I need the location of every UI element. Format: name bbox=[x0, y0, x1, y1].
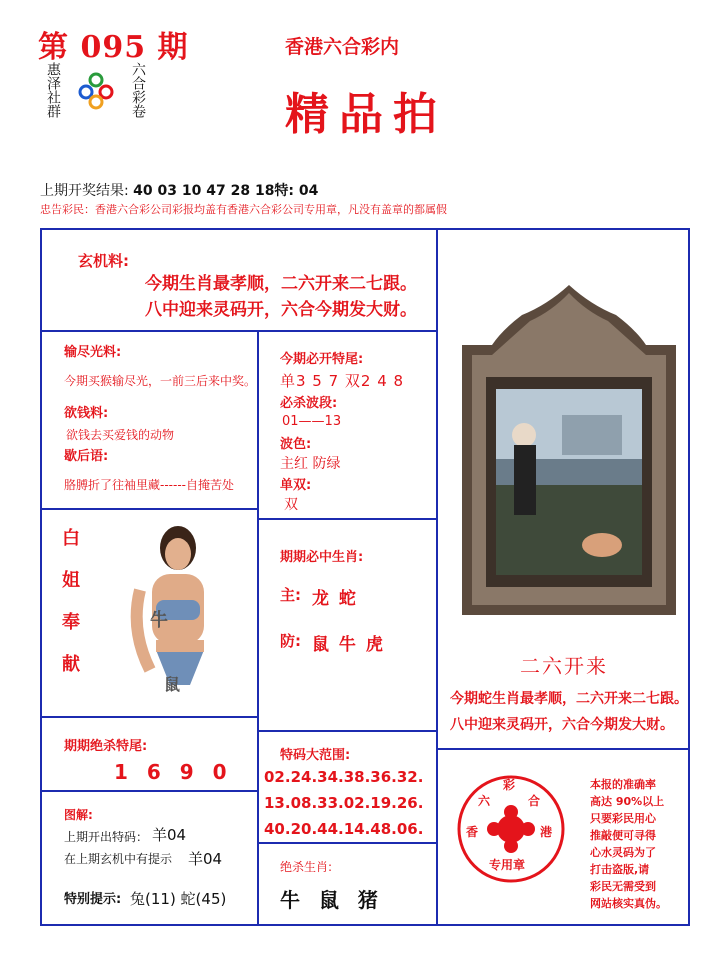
bizhong-main: 龙 蛇 bbox=[312, 589, 358, 609]
baijie-char-1: 白 bbox=[62, 528, 80, 549]
tujie-line1-label: 上期开出特码： bbox=[64, 830, 149, 844]
picture-line1: 今期蛇生肖最孝顺，二六开来二七跟。 bbox=[450, 691, 688, 707]
xuanji-label: 玄机料: bbox=[78, 252, 129, 270]
notice-line: 网站核实真伪。 bbox=[590, 897, 667, 910]
bose-label: 波色: bbox=[280, 437, 312, 452]
tujie-line2-value: 羊04 bbox=[188, 850, 223, 868]
seal-char-2: 彩 bbox=[503, 778, 516, 792]
warning-text: 忠告彩民：香港六合彩公司彩报均盖有香港六合彩公司专用章，凡没有盖章的都属假 bbox=[40, 203, 447, 216]
danshuang-value: 双 bbox=[284, 497, 298, 513]
issue-number: 第 095 期 bbox=[38, 30, 189, 65]
xuanji-line1: 今期生肖最孝顺，二六开来二七跟。 bbox=[145, 274, 417, 294]
divider-h3-left bbox=[40, 716, 257, 718]
publisher-right: 六合彩卷 bbox=[130, 62, 146, 118]
results-numbers: 40 03 10 47 28 18特: 04 bbox=[133, 183, 319, 199]
baijie-char-2: 姐 bbox=[62, 570, 80, 591]
fanwei-row-3: 40.20.44.14.48.06. bbox=[264, 820, 424, 838]
seal-bottom: 专用章 bbox=[489, 858, 526, 872]
baijie-char-4: 献 bbox=[62, 654, 80, 675]
bizhong-fang-label: 防: bbox=[280, 632, 301, 650]
bizhong-label: 期期必中生肖: bbox=[280, 550, 364, 565]
divider-h1 bbox=[40, 330, 436, 332]
logo-icon bbox=[78, 70, 114, 110]
overlay-niu: 牛 bbox=[150, 610, 168, 631]
picture-caption: 二六开来 bbox=[520, 654, 608, 678]
tewei-value: 单3 5 7 双2 4 8 bbox=[280, 372, 405, 390]
fanwei-row-1: 02.24.34.38.36.32. bbox=[264, 768, 424, 786]
fanwei-label: 特码大范围: bbox=[280, 748, 351, 763]
divider-h3-right bbox=[257, 730, 436, 732]
tujie-line1-value: 羊04 bbox=[152, 826, 187, 844]
frame-left bbox=[40, 228, 42, 926]
notice-line: 彩民无需受到 bbox=[590, 880, 656, 893]
xiehouyu-label: 歇后语: bbox=[64, 449, 109, 464]
notice-line: 打击盗版,请 bbox=[590, 863, 650, 876]
notice-line: 只要彩民用心 bbox=[590, 812, 656, 825]
bizhong-fang: 鼠 牛 虎 bbox=[312, 635, 385, 655]
boduan-label: 必杀波段: bbox=[280, 396, 338, 411]
tebie-value: 兔(11) 蛇(45) bbox=[130, 890, 227, 908]
tewei-label: 今期必开特尾: bbox=[280, 352, 364, 367]
jueshawei-value: 1 6 9 0 bbox=[114, 760, 233, 784]
notice-block bbox=[590, 776, 688, 912]
tujie-line2-label: 在上期玄机中有提示 bbox=[64, 852, 173, 866]
bizhong-main-label: 主: bbox=[280, 586, 301, 604]
bose-value: 主红 防绿 bbox=[280, 456, 341, 472]
divider-h4-left bbox=[40, 790, 257, 792]
divider-right bbox=[438, 748, 688, 750]
notice-line: 推敲便可寻得 bbox=[590, 829, 656, 842]
divider-h2-right bbox=[257, 518, 436, 520]
picture-line2: 八中迎来灵码开，六合今期发大财。 bbox=[450, 717, 674, 733]
publisher-left: 惠泽社群 bbox=[45, 62, 61, 118]
page-title: 精品拍 bbox=[285, 89, 447, 140]
xiehouyu-text: 胳膊折了往袖里藏------自掩苦处 bbox=[64, 478, 234, 492]
results-label: 上期开奖结果: bbox=[40, 183, 129, 199]
yuqian-label: 欲钱料: bbox=[64, 406, 109, 421]
divider-middle bbox=[257, 330, 259, 924]
seal-char-left: 香 bbox=[466, 825, 479, 839]
boduan-value: 01——13 bbox=[282, 414, 342, 429]
shujin-text: 今期买猴输尽光，一前三后来中奖。 bbox=[64, 374, 257, 388]
overlay-shu: 鼠 bbox=[164, 675, 181, 694]
frame-bottom bbox=[40, 924, 690, 926]
title-small: 香港六合彩内 bbox=[285, 36, 400, 58]
seal-char-right: 港 bbox=[540, 825, 553, 839]
notice-line: 本报的准确率 bbox=[590, 778, 656, 791]
notice-line: 心水灵码为了 bbox=[590, 846, 656, 859]
shujin-label: 输尽光料: bbox=[64, 345, 122, 360]
juesha-label: 绝杀生肖: bbox=[280, 860, 333, 874]
baijie-char-3: 奉 bbox=[62, 612, 80, 633]
divider-picture bbox=[436, 228, 438, 926]
seal-char-1: 六 bbox=[478, 794, 491, 808]
framed-picture bbox=[452, 285, 686, 625]
frame-top bbox=[40, 228, 690, 230]
frame-right bbox=[688, 228, 690, 926]
last-results bbox=[40, 180, 318, 200]
juesha-value: 牛 鼠 猪 bbox=[280, 888, 384, 912]
divider-h2-left bbox=[40, 508, 257, 510]
jueshawei-label: 期期绝杀特尾: bbox=[64, 739, 148, 754]
tebie-label: 特别提示: bbox=[64, 892, 122, 907]
yuqian-text: 欲钱去买爱钱的动物 bbox=[66, 428, 175, 442]
notice-line: 高达 90%以上 bbox=[590, 795, 665, 808]
seal-char-3: 合 bbox=[528, 794, 541, 808]
xuanji-line2: 八中迎来灵码开，六合今期发大财。 bbox=[145, 300, 417, 320]
danshuang-label: 单双: bbox=[280, 478, 312, 493]
fanwei-row-2: 13.08.33.02.19.26. bbox=[264, 794, 424, 812]
tujie-label: 图解: bbox=[64, 808, 93, 822]
divider-h4-right bbox=[257, 842, 436, 844]
